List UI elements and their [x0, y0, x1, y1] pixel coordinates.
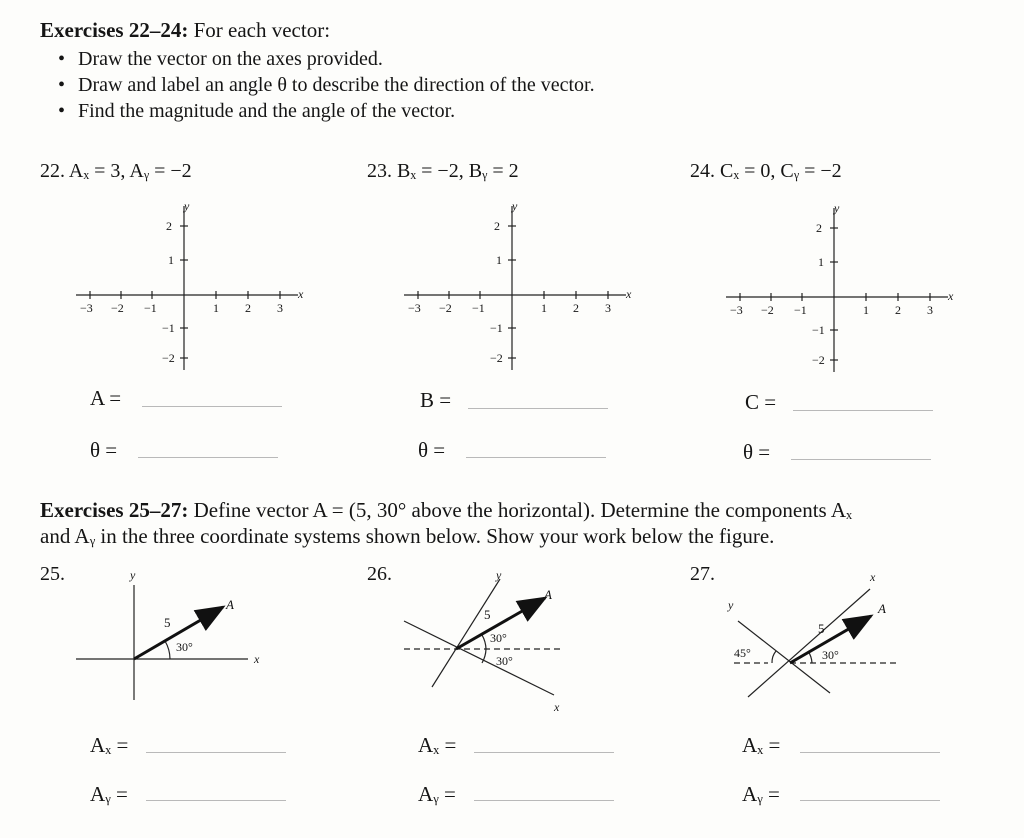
x-axis-label: x	[626, 287, 632, 301]
x-tick: −2	[111, 301, 124, 315]
magnitude-24-answer-line[interactable]	[793, 410, 933, 411]
ax-26-answer-line[interactable]	[474, 752, 614, 753]
ay-26-label: Aᵧ =	[418, 782, 456, 806]
magnitude-24-label: C =	[745, 390, 777, 414]
angle-23-label: θ =	[418, 438, 446, 462]
y-tick: 1	[168, 253, 174, 267]
intro-heading	[40, 18, 330, 43]
intro-title: Exercises 22–24:	[40, 18, 189, 42]
x-tick: 1	[541, 301, 547, 315]
ay-26-answer-line[interactable]	[474, 800, 614, 801]
axes-24[interactable]	[720, 200, 960, 380]
angle-label: 30°	[822, 648, 839, 662]
x-tick: −2	[439, 301, 452, 315]
x-tick: −1	[794, 303, 807, 317]
ay-27-answer-line[interactable]	[800, 800, 940, 801]
y-tick: −1	[162, 321, 175, 335]
x-axis-label: x	[948, 289, 954, 303]
angle-22-answer-line[interactable]	[138, 457, 278, 458]
ay-27-label: Aᵧ =	[742, 782, 780, 806]
angle-23-answer-line[interactable]	[466, 457, 606, 458]
ay-25-answer-line[interactable]	[146, 800, 286, 801]
x-tick: 1	[213, 301, 219, 315]
section2-heading	[40, 498, 852, 523]
x-axis-label: x	[298, 287, 304, 301]
problem-24-label: 24. Cₓ = 0, Cᵧ = −2	[690, 160, 842, 182]
section2-line2: and Aᵧ in the three coordinate systems shown below. Show your work below the figure.	[40, 524, 775, 548]
ax-27-label: Aₓ =	[742, 733, 781, 757]
magnitude-22-answer-line[interactable]	[142, 406, 282, 407]
y-axis-label: y	[728, 598, 734, 612]
figure-27	[724, 565, 924, 705]
y-tick: −2	[490, 351, 503, 365]
y-tick: −1	[812, 323, 825, 337]
y-tick: −2	[812, 353, 825, 367]
y-axis-label: y	[834, 201, 840, 215]
magnitude-label: 5	[164, 615, 171, 630]
y-axis-label: y	[512, 199, 518, 213]
x-tick: 3	[605, 301, 611, 315]
y-tick: 2	[494, 219, 500, 233]
x-tick: −3	[730, 303, 743, 317]
x-tick: 3	[277, 301, 283, 315]
magnitude-23-answer-line[interactable]	[468, 408, 608, 409]
ax-27-answer-line[interactable]	[800, 752, 940, 753]
ax-25-label: Aₓ =	[90, 733, 129, 757]
y-tick: 2	[816, 221, 822, 235]
x-tick: −2	[761, 303, 774, 317]
x-tick: −3	[80, 301, 93, 315]
ax-26-label: Aₓ =	[418, 733, 457, 757]
y-tick: −1	[490, 321, 503, 335]
magnitude-label: 5	[818, 621, 825, 636]
y-axis-label: y	[184, 199, 190, 213]
x-tick: 2	[245, 301, 251, 315]
magnitude-23-label: B =	[420, 388, 452, 412]
figure-26	[398, 565, 598, 720]
x-tick: 2	[895, 303, 901, 317]
figure-25	[70, 565, 270, 705]
angle-label: 30°	[176, 640, 193, 654]
ax-25-answer-line[interactable]	[146, 752, 286, 753]
angle-label-top: 30°	[490, 631, 507, 645]
angle-24-answer-line[interactable]	[791, 459, 931, 460]
vector-label: A	[544, 587, 552, 602]
axes-23[interactable]	[398, 198, 638, 378]
y-tick: 2	[166, 219, 172, 233]
section2-title: Exercises 25–27:	[40, 498, 189, 522]
vector-label: A	[226, 597, 234, 612]
angle-label-bottom: 30°	[496, 654, 513, 668]
ay-25-label: Aᵧ =	[90, 782, 128, 806]
problem-26-number: 26.	[367, 563, 392, 585]
x-tick: 3	[927, 303, 933, 317]
y-axis-label: y	[496, 568, 502, 582]
section2-line1: Define vector A = (5, 30° above the horizontal). Determine the components Aₓ	[193, 498, 853, 522]
problem-25-number: 25.	[40, 563, 65, 585]
intro-instruction: For each vector:	[193, 18, 331, 42]
problem-23-label: 23. Bₓ = −2, Bᵧ = 2	[367, 160, 519, 182]
x-tick: 1	[863, 303, 869, 317]
x-tick: −3	[408, 301, 421, 315]
y-axis-label: y	[130, 568, 136, 582]
magnitude-label: 5	[484, 607, 491, 622]
angle-24-label: θ =	[743, 440, 771, 464]
problem-22-label: 22. Aₓ = 3, Aᵧ = −2	[40, 160, 192, 182]
bullet-item: • Draw and label an angle θ to describe the direction of the vector.	[58, 72, 595, 98]
x-tick: 2	[573, 301, 579, 315]
axis-angle-label: 45°	[734, 646, 751, 660]
vector-label: A	[878, 601, 886, 616]
angle-22-label: θ =	[90, 438, 118, 462]
x-tick: −1	[144, 301, 157, 315]
bullet-item: • Find the magnitude and the angle of the vector.	[58, 98, 595, 124]
bullet-item: • Draw the vector on the axes provided.	[58, 46, 595, 72]
x-tick: −1	[472, 301, 485, 315]
intro-bullets	[58, 46, 595, 124]
x-axis-label: x	[254, 652, 260, 666]
magnitude-22-label: A =	[90, 386, 122, 410]
y-tick: −2	[162, 351, 175, 365]
x-axis-label: x	[870, 570, 876, 584]
y-tick: 1	[818, 255, 824, 269]
x-axis-label: x	[554, 700, 560, 714]
y-tick: 1	[496, 253, 502, 267]
axes-22[interactable]	[70, 198, 310, 378]
problem-27-number: 27.	[690, 563, 715, 585]
